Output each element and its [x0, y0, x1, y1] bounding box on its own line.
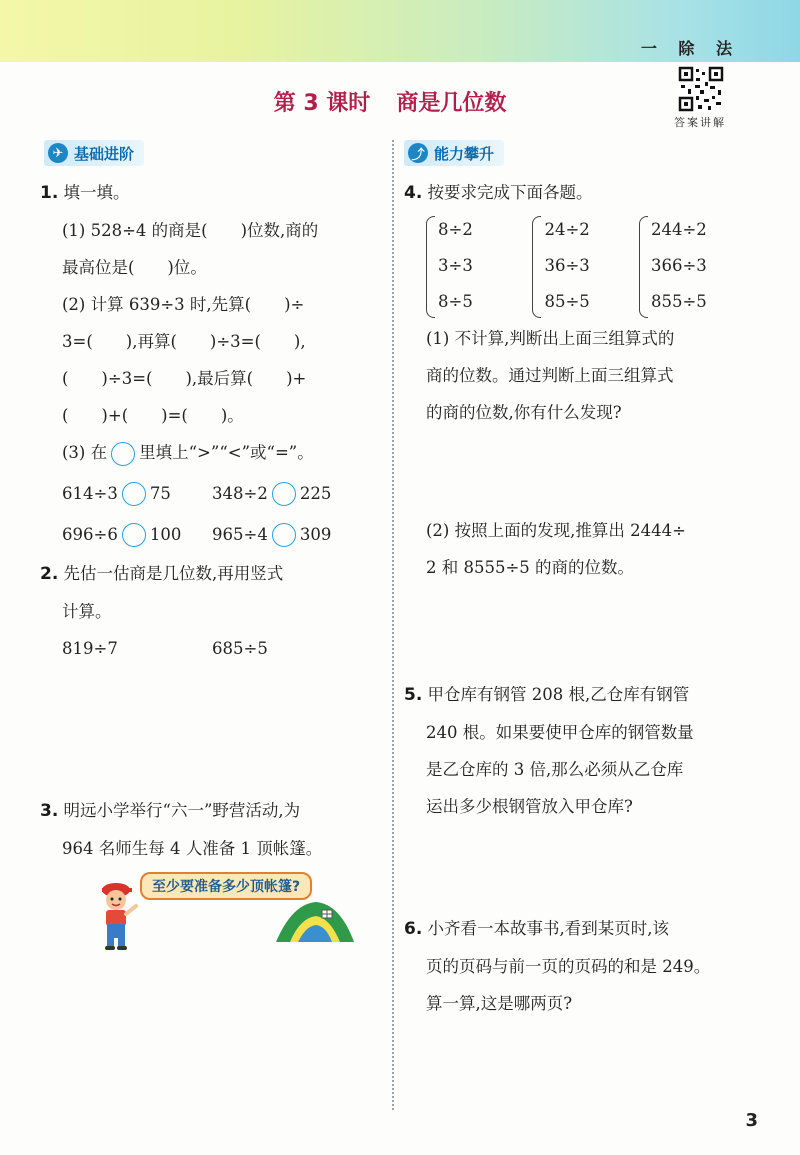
answer-circle[interactable]	[122, 482, 146, 506]
climber-icon: ⤴	[408, 143, 428, 163]
q3-line2: 964 名师生每 4 人准备 1 顶帐篷。	[62, 839, 323, 858]
division-expr: 244÷2	[650, 220, 707, 239]
compare-row	[40, 516, 385, 553]
division-expr: 36÷3	[544, 256, 590, 275]
q4-title: 按要求完成下面各题。	[427, 183, 593, 202]
q4-p1-line3: 的商的位数,你有什么发现?	[426, 403, 622, 422]
division-group	[426, 212, 506, 320]
division-expr: 24÷2	[544, 220, 590, 239]
division-group	[639, 212, 728, 320]
question-3	[40, 792, 385, 867]
question-6	[404, 910, 754, 1022]
answer-circle[interactable]	[122, 523, 146, 547]
division-expr: 855÷5	[650, 292, 707, 311]
tent-illustration	[272, 898, 358, 946]
q1-p2-line4: ( )+( )=( )。	[62, 406, 244, 425]
answer-circle[interactable]	[272, 482, 296, 506]
compare-item	[212, 475, 362, 512]
question-4-part-2	[404, 512, 754, 586]
compare-right: 75	[149, 484, 171, 503]
brace-icon	[426, 216, 435, 318]
qr-caption: 答案讲解	[674, 116, 726, 129]
question-number: 1.	[40, 183, 59, 203]
q2-line1: 先估一估商是几位数,再用竖式	[63, 564, 284, 583]
compare-left: 965÷4	[212, 525, 268, 544]
compare-right: 100	[149, 525, 182, 544]
brace-icon	[532, 216, 541, 318]
left-column	[40, 174, 385, 667]
page-number: 3	[745, 1110, 758, 1131]
compare-item	[212, 516, 362, 553]
section-tag-advanced	[404, 140, 504, 166]
q6-line3: 算一算,这是哪两页?	[426, 994, 573, 1013]
question-number: 3.	[40, 801, 59, 821]
q5-line4: 运出多少根钢管放入甲仓库?	[426, 797, 633, 816]
q1-p3-b: 里填上“>”“<”或“=”。	[139, 443, 314, 462]
question-number: 4.	[404, 183, 423, 203]
expression: 819÷7	[62, 639, 118, 658]
q1-p1-line1: (1) 528÷4 的商是( )位数,商的	[62, 221, 319, 240]
boy-illustration	[92, 876, 140, 952]
division-expr: 8÷2	[438, 220, 473, 239]
q1-p1-line2: 最高位是( )位。	[62, 258, 207, 277]
q2-line2: 计算。	[62, 602, 112, 621]
q1-p3-a: (3) 在	[62, 443, 108, 462]
speech-bubble: 至少要准备多少顶帐篷?	[140, 872, 312, 900]
q6-line2: 页的页码与前一页的页码的和是 249。	[426, 957, 711, 976]
q2-expressions	[40, 630, 385, 667]
question-1	[40, 174, 385, 553]
lesson-topic: 商是几位数	[396, 91, 507, 116]
question-number: 2.	[40, 564, 59, 584]
question-number: 5.	[404, 685, 423, 705]
answer-circle[interactable]	[272, 523, 296, 547]
q6-line1: 小齐看一本故事书,看到某页时,该	[427, 919, 670, 938]
question-5	[404, 676, 754, 825]
q4-p1-line1: (1) 不计算,判断出上面三组算式的	[426, 329, 675, 348]
question-4	[404, 174, 754, 431]
q1-p2-line2: 3=( ),再算( )÷3=( ),	[62, 332, 306, 351]
q4-p1-line2: 商的位数。通过判断上面三组算式	[426, 366, 674, 385]
question-2	[40, 555, 385, 667]
blank-circle	[111, 442, 135, 466]
question-number: 6.	[404, 919, 423, 939]
compare-row	[40, 475, 385, 512]
compare-right: 309	[299, 525, 332, 544]
compare-left: 348÷2	[212, 484, 268, 503]
q5-line1: 甲仓库有钢管 208 根,乙仓库有钢管	[427, 685, 690, 704]
q4-p2-line2: 2 和 8555÷5 的商的位数。	[426, 558, 635, 577]
division-expr: 3÷3	[438, 256, 473, 275]
page-title	[0, 86, 780, 117]
q1-p2-line1: (2) 计算 639÷3 时,先算( )÷	[62, 295, 305, 314]
runner-icon: ✈	[48, 143, 68, 163]
q5-line3: 是乙仓库的 3 倍,那么必须从乙仓库	[426, 760, 684, 779]
compare-item	[62, 475, 212, 512]
division-expr: 85÷5	[544, 292, 590, 311]
compare-right: 225	[299, 484, 332, 503]
brace-icon	[639, 216, 648, 318]
question-title: 填一填。	[63, 183, 130, 202]
q4-p2-line1: (2) 按照上面的发现,推算出 2444÷	[426, 521, 686, 540]
division-group	[532, 212, 612, 320]
expression: 685÷5	[212, 639, 268, 658]
division-expr: 8÷5	[438, 292, 473, 311]
section-basic-label: 基础进阶	[74, 144, 135, 163]
division-groups	[404, 212, 754, 320]
column-divider	[392, 140, 394, 1110]
compare-left: 614÷3	[62, 484, 118, 503]
q1-p2-line3: ( )÷3=( ),最后算( )+	[62, 369, 307, 388]
q5-line2: 240 根。如果要使甲仓库的钢管数量	[426, 723, 694, 742]
section-tag-basic	[44, 140, 144, 166]
q1-p3-line	[40, 434, 385, 471]
q3-line1: 明远小学举行“六一”野营活动,为	[63, 801, 301, 820]
compare-item	[62, 516, 212, 553]
division-expr: 366÷3	[650, 256, 707, 275]
lesson-number: 第 3 课时	[273, 91, 371, 116]
unit-title: 一 除 法	[640, 39, 740, 58]
section-advanced-label: 能力攀升	[434, 144, 495, 163]
compare-left: 696÷6	[62, 525, 118, 544]
